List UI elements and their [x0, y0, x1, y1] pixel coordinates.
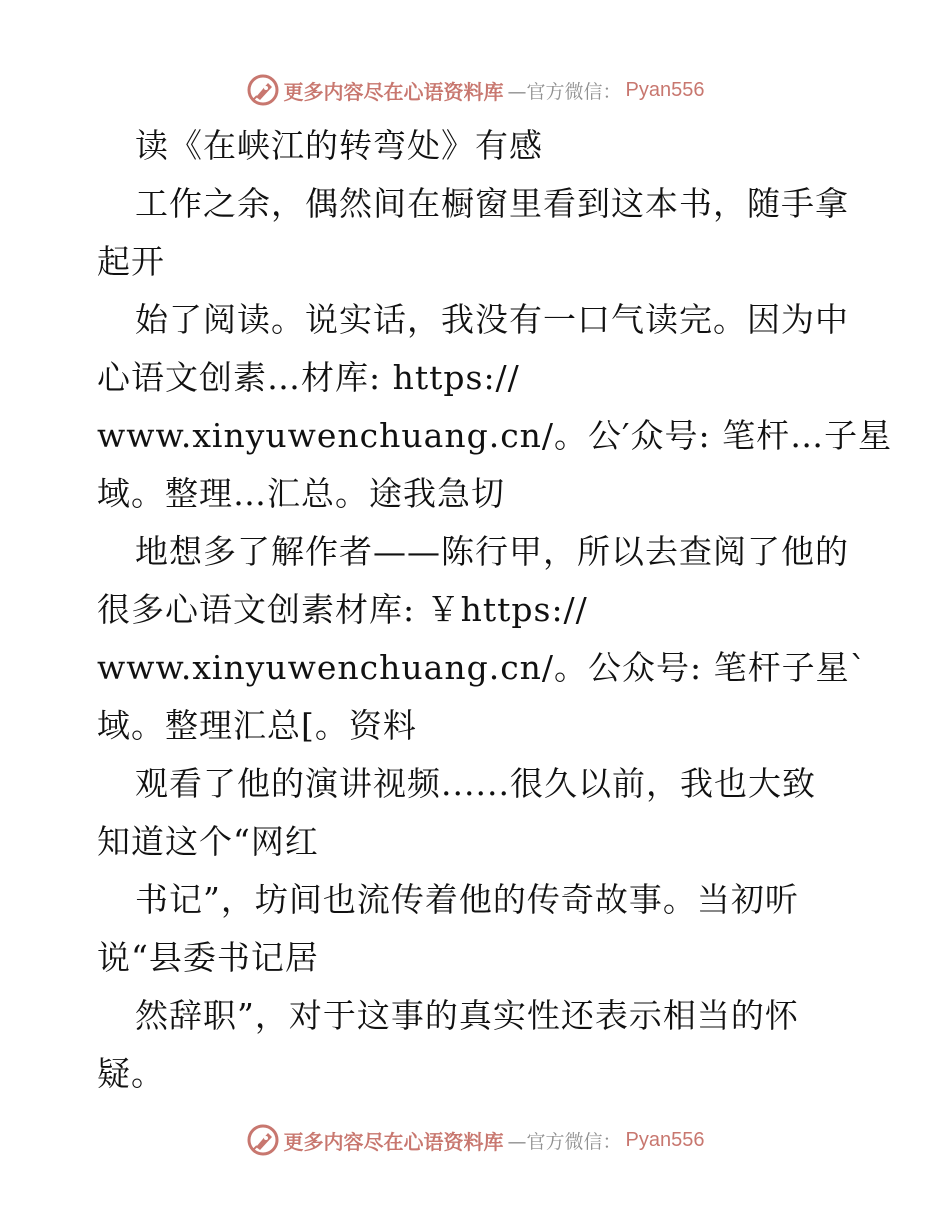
pen-nib-logo-icon — [246, 73, 280, 107]
banner-text: 更多内容尽在心语资料库 — [283, 1129, 504, 1154]
header-banner — [0, 70, 950, 110]
pen-nib-logo-icon — [246, 1123, 280, 1157]
text-line: 很多心语文创素材库: ￥https:// — [97, 590, 588, 629]
banner-wechat-id: Pyan556 — [625, 78, 705, 101]
text-line: 始了阅读。说实话，我没有一口气读完。因为中 — [135, 300, 849, 339]
footer-banner — [0, 1120, 950, 1160]
text-line: 书记”，坊间也流传着他的传奇故事。当初听 — [135, 880, 799, 919]
banner-text: 更多内容尽在心语资料库 — [283, 79, 504, 104]
banner-wechat-id: Pyan556 — [625, 1128, 705, 1151]
text-line: 说“县委书记居 — [97, 938, 319, 977]
text-line: 起开 — [97, 242, 165, 281]
text-line: 疑。 — [97, 1054, 165, 1093]
document-title: 读《在峡江的转弯处》有感 — [135, 126, 543, 165]
text-line: 工作之余，偶然间在橱窗里看到这本书，随手拿 — [135, 184, 849, 223]
text-line: 观看了他的演讲视频......很久以前，我也大致 — [135, 764, 816, 803]
banner-official-label: —官方微信： — [507, 1130, 622, 1153]
text-line: 然辞职”，对于这事的真实性还表示相当的怀 — [135, 996, 799, 1035]
banner-official-label: —官方微信： — [507, 80, 622, 103]
text-line: 心语文创素…材库: https:// — [97, 358, 520, 397]
text-line: 地想多了解作者——陈行甲，所以去查阅了他的 — [135, 532, 849, 571]
text-line: 知道这个“网红 — [97, 822, 319, 861]
text-line: 域。整理…汇总。途我急切 — [97, 474, 505, 513]
text-line: www.xinyuwenchuang.cn/。公′众号: 笔杆…子星 — [97, 416, 893, 455]
text-line: www.xinyuwenchuang.cn/。公众号: 笔杆子星` — [97, 648, 868, 687]
document-body — [97, 117, 893, 1103]
text-line: 域。整理汇总[。资料 — [97, 706, 417, 745]
